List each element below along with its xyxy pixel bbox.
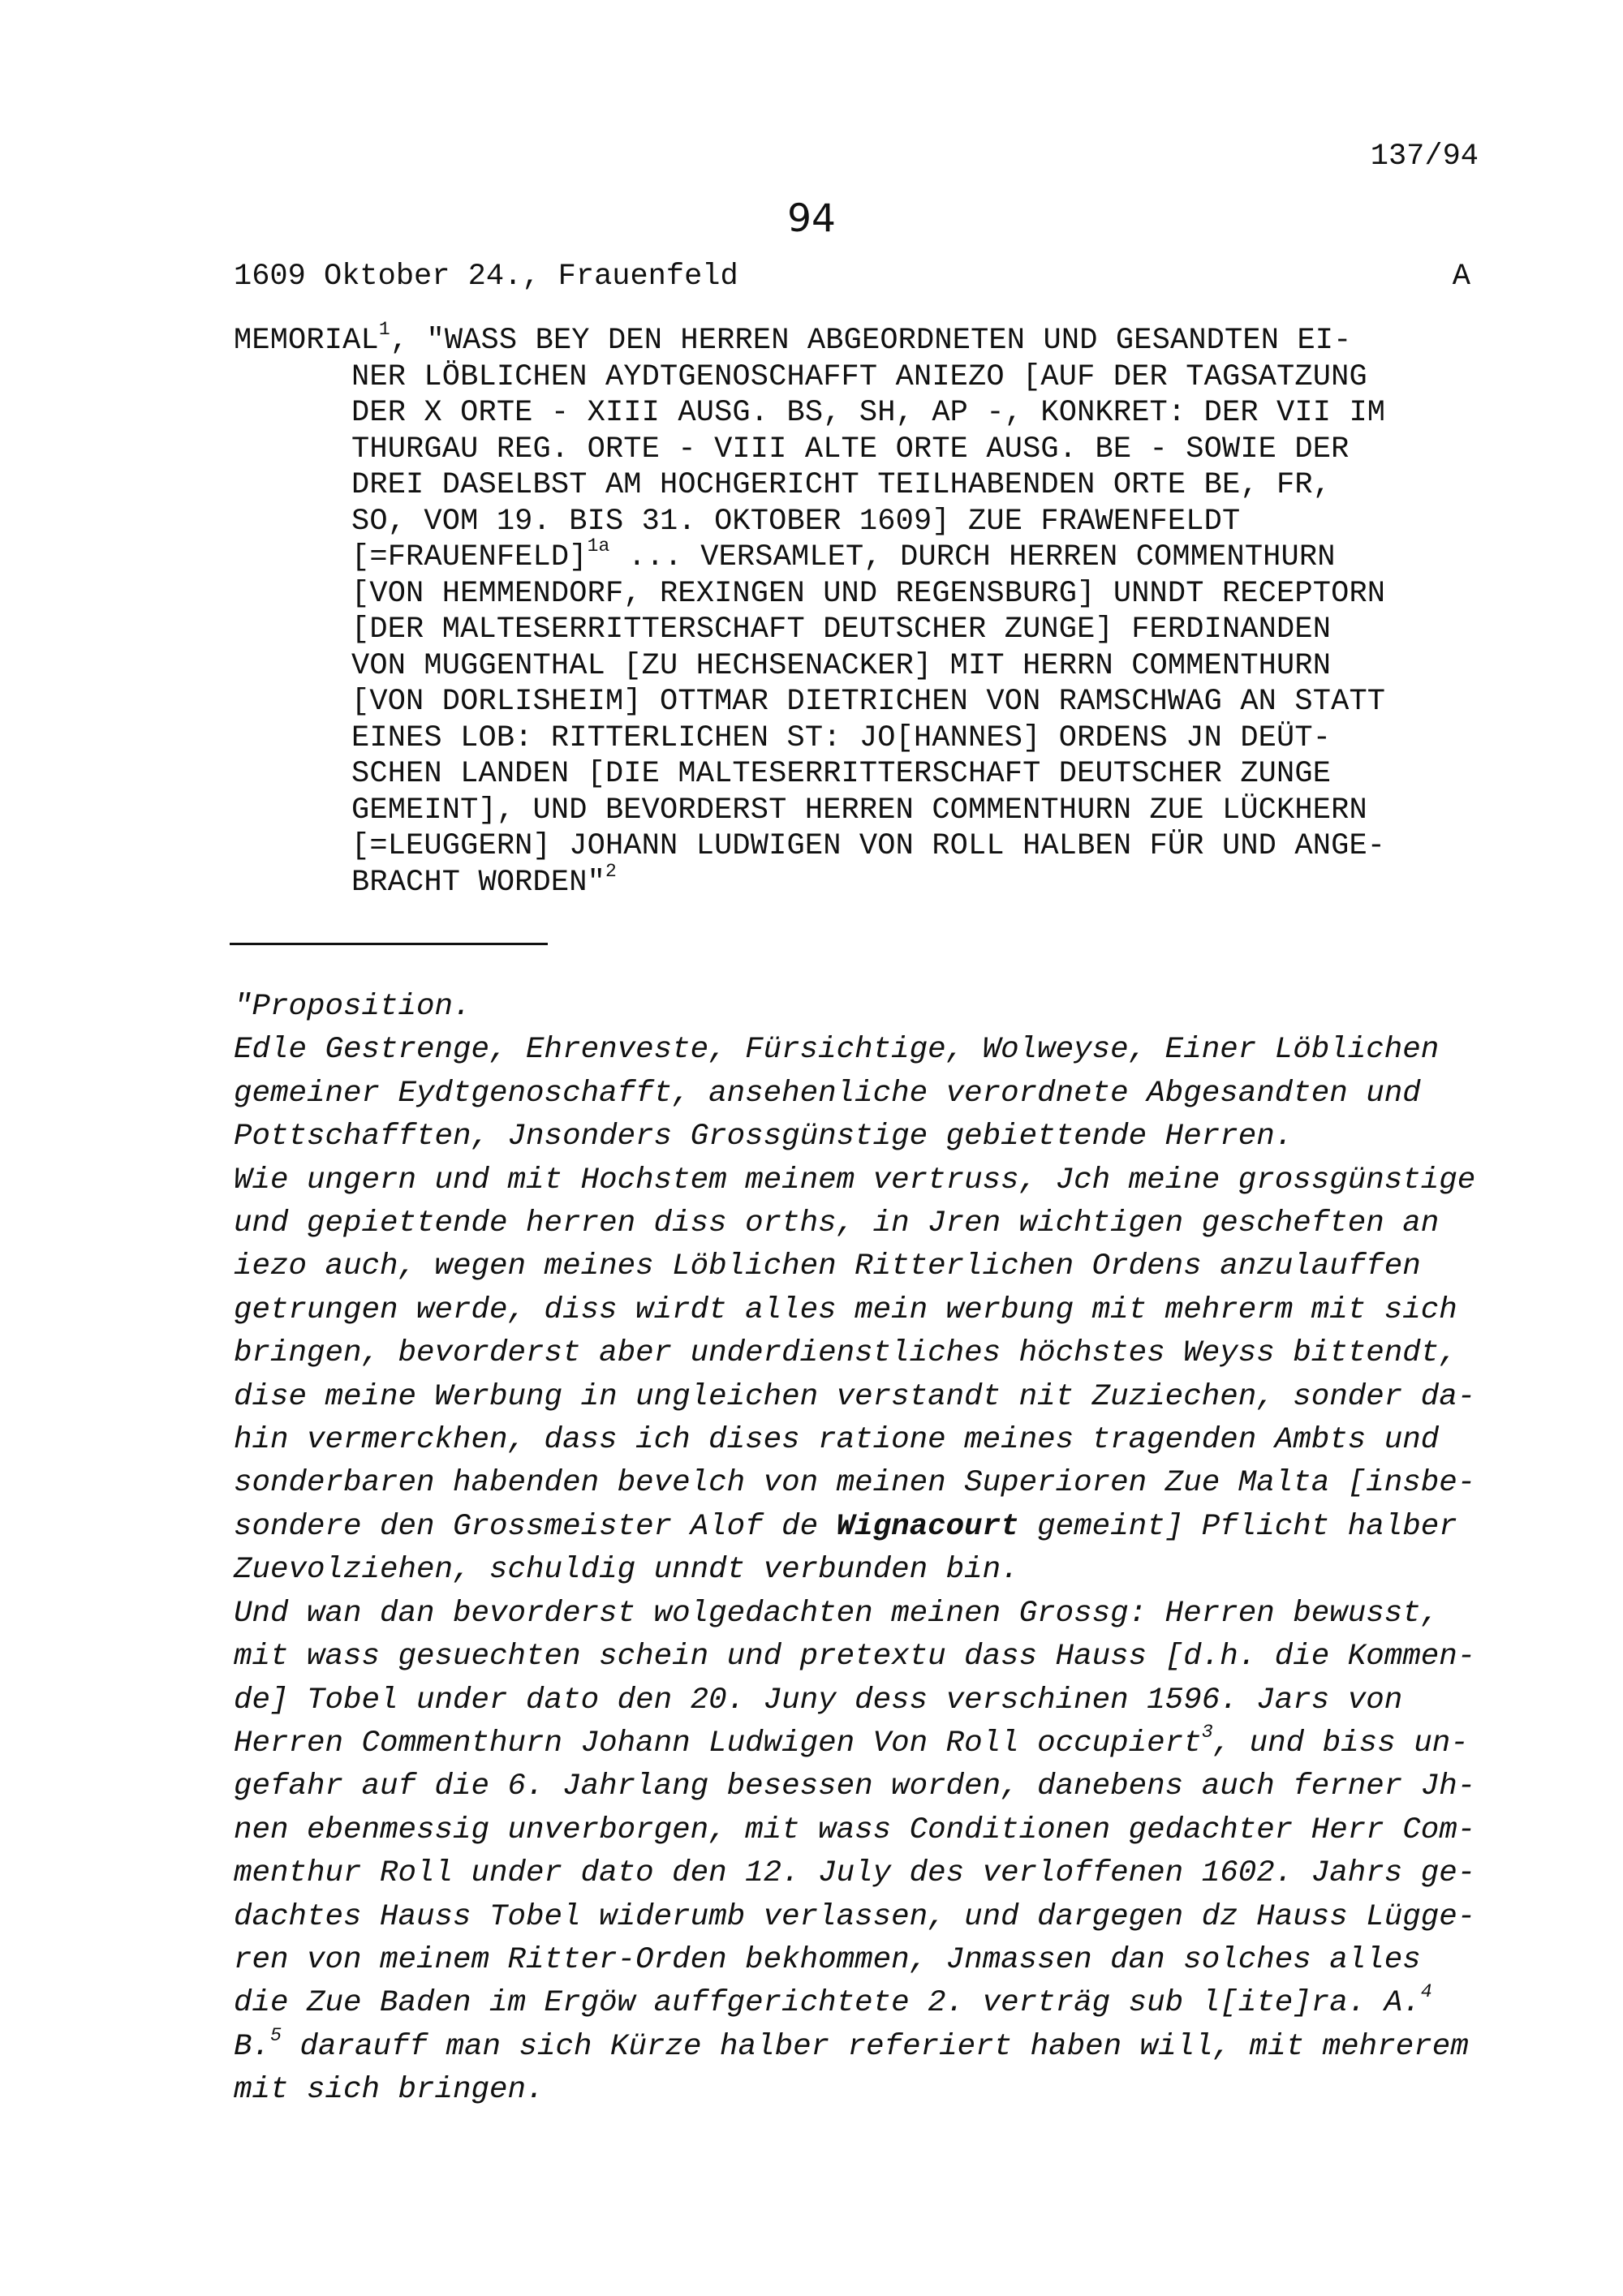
- line-text: gefahr auf die 6. Jahrlang besessen worden, danebens auch ferner Jh-: [234, 1769, 1476, 1804]
- text-line: [234, 1809, 1500, 1852]
- line-text: DREI DASELBST AM HOCHGERICHT TEILHABENDEN ORTE BE, FR,: [351, 468, 1332, 502]
- line-text: THURGAU REG. ORTE - VIII ALTE ORTE AUSG. BE - SOWIE DER: [351, 432, 1350, 467]
- document-variant: A: [1452, 260, 1470, 294]
- text-line: [234, 1896, 1500, 1939]
- heading-line: [234, 535, 1483, 576]
- emphasized-name: Wignacourt: [836, 1509, 1019, 1544]
- heading-line: [234, 720, 1483, 757]
- heading-line: [234, 860, 1483, 901]
- line-text: "Proposition.: [234, 990, 471, 1024]
- footnote-marker: 1a: [587, 535, 610, 557]
- line-text: de] Tobel under dato den 20. Juny dess verschinen 1596. Jars von: [234, 1683, 1403, 1718]
- line-text: [=FRAUENFELD]: [351, 540, 588, 574]
- heading-line: [234, 793, 1483, 829]
- line-text: mit wass gesuechten schein und pretextu dass Hauss [d.h. die Kommen-: [234, 1640, 1476, 1675]
- text-line: [234, 1636, 1500, 1679]
- text-line: [234, 1982, 1500, 2025]
- line-text: Pottschafften, Jnsonders Grossgünstige gebiettende Herren.: [234, 1120, 1294, 1154]
- line-text: hin vermerckhen, dass ich dises ratione meines tragenden Ambts und: [234, 1423, 1440, 1458]
- heading-line: [234, 648, 1483, 685]
- line-text: darauff man sich Kürze halber referiert haben will, mit mehrerem: [281, 2029, 1469, 2064]
- document-heading: [234, 319, 1483, 901]
- line-text: MEMORIAL: [234, 324, 379, 358]
- line-text: [DER MALTESERRITTERSCHAFT DEUTSCHER ZUNGE] FERDINANDEN: [351, 613, 1332, 647]
- line-text: Zuevolziehen, schuldig unndt verbunden bin.: [234, 1553, 1019, 1588]
- text-line: [234, 1073, 1500, 1116]
- heading-line: [234, 576, 1483, 613]
- heading-line: [234, 395, 1483, 432]
- text-line: [234, 1722, 1500, 1765]
- line-text: die Zue Baden im Ergöw auffgerichtete 2. verträg sub l[ite]ra. A.: [234, 1986, 1421, 2021]
- line-text: EINES LOB: RITTERLICHEN ST: JO[HANNES] ORDENS JN DEÜT-: [351, 720, 1332, 755]
- line-text: SCHEN LANDEN [DIE MALTESERRITTERSCHAFT DEUTSCHER ZUNGE: [351, 757, 1332, 791]
- heading-line: [234, 756, 1483, 793]
- line-text: dise meine Werbung in ungleichen verstandt nit Zuziechen, sonder da-: [234, 1379, 1476, 1414]
- line-text: sondere den Grossmeister Alof de: [234, 1509, 837, 1544]
- line-text: VON MUGGENTHAL [ZU HECHSENACKER] MIT HERRN COMMENTHURN: [351, 648, 1332, 683]
- line-text: SO, VOM 19. BIS 31. OKTOBER 1609] ZUE FRAWENFELDT: [351, 504, 1241, 539]
- footnote-marker: 3: [1201, 1721, 1213, 1743]
- heading-line: [234, 684, 1483, 720]
- line-text: sonderbaren habenden bevelch von meinen Superioren Zue Malta [insbe-: [234, 1466, 1476, 1501]
- text-line: [234, 1159, 1500, 1202]
- text-line: [234, 1332, 1500, 1375]
- footnote-marker: 1: [378, 319, 390, 341]
- line-text: Und wan dan bevorderst wolgedachten meinen Grossg: Herren bewusst,: [234, 1596, 1440, 1631]
- line-text: , "WASS BEY DEN HERREN ABGEORDNETEN UND GESANDTEN EI-: [390, 324, 1352, 358]
- line-text: dachtes Hauss Tobel widerumb verlassen, und dargegen dz Hauss Lügge-: [234, 1899, 1476, 1934]
- heading-line: [234, 359, 1483, 396]
- footnote-marker: 2: [605, 860, 617, 882]
- line-text: [VON DORLISHEIM] OTTMAR DIETRICHEN VON RAMSCHWAG AN STATT: [351, 685, 1386, 719]
- line-text: ... VERSAMLET, DURCH HERREN COMMENTHURN: [609, 540, 1336, 574]
- text-line: [234, 2069, 1500, 2112]
- footnote-marker: 5: [270, 2024, 282, 2046]
- line-text: getrungen werde, diss wirdt alles mein werbung mit mehrerm mit sich: [234, 1292, 1457, 1327]
- heading-line: [234, 612, 1483, 648]
- text-line: [234, 1419, 1500, 1462]
- text-line: [234, 986, 1500, 1029]
- line-text: Wie ungern und mit Hochstem meinem vertruss, Jch meine grossgünstige: [234, 1163, 1476, 1197]
- text-line: [234, 1852, 1500, 1895]
- text-line: [234, 1593, 1500, 1636]
- page-identifier: 137/94: [1370, 140, 1479, 174]
- text-line: [234, 1029, 1500, 1072]
- heading-line: [234, 319, 1483, 359]
- text-line: [234, 2026, 1500, 2069]
- text-line: [234, 1549, 1500, 1592]
- heading-line: [234, 467, 1483, 504]
- line-text: GEMEINT], UND BEVORDERST HERREN COMMENTHURN ZUE LÜCKHERN: [351, 793, 1367, 828]
- text-line: [234, 1116, 1500, 1159]
- text-line: [234, 1506, 1500, 1549]
- line-text: menthur Roll under dato den 12. July des verloffenen 1602. Jahrs ge-: [234, 1856, 1476, 1891]
- line-text: , und biss un-: [1212, 1726, 1469, 1761]
- page-number: 94: [787, 196, 836, 241]
- divider-rule: [230, 943, 548, 945]
- heading-line: [234, 828, 1483, 865]
- line-text: BRACHT WORDEN": [351, 865, 605, 900]
- line-text: gemeiner Eydtgenoschafft, ansehenliche verordnete Abgesandten und: [234, 1076, 1421, 1111]
- line-text: gemeint] Pflicht halber: [1018, 1509, 1457, 1544]
- line-text: [VON HEMMENDORF, REXINGEN UND REGENSBURG] UNNDT RECEPTORN: [351, 576, 1386, 611]
- text-line: [234, 1765, 1500, 1808]
- line-text: DER X ORTE - XIII AUSG. BS, SH, AP -, KONKRET: DER VII IM: [351, 396, 1386, 430]
- text-line: [234, 1939, 1500, 1982]
- line-text: Herren Commenthurn Johann Ludwigen Von Roll occupiert: [234, 1726, 1202, 1761]
- line-text: bringen, bevorderst aber underdienstliches höchstes Weyss bittendt,: [234, 1336, 1457, 1371]
- text-line: [234, 1289, 1500, 1332]
- line-text: NER LÖBLICHEN AYDTGENOSCHAFFT ANIEZO [AUF DER TAGSATZUNG: [351, 359, 1367, 394]
- line-text: ren von meinem Ritter-Orden bekhommen, Jnmassen dan solches alles: [234, 1942, 1421, 1977]
- proposition-text: [234, 986, 1500, 2113]
- line-text: Edle Gestrenge, Ehrenveste, Fürsichtige, Wolweyse, Einer Löblichen: [234, 1033, 1440, 1068]
- heading-line: [234, 504, 1483, 540]
- line-text: nen ebenmessig unverborgen, mit wass Conditionen gedachter Herr Com-: [234, 1812, 1476, 1847]
- line-text: und gepiettende herren diss orths, in Jren wichtigen gescheften an: [234, 1206, 1440, 1241]
- line-text: mit sich bringen.: [234, 2073, 545, 2108]
- text-line: [234, 1679, 1500, 1722]
- text-line: [234, 1245, 1500, 1288]
- line-text: [=LEUGGERN] JOHANN LUDWIGEN VON ROLL HALBEN FÜR UND ANGE-: [351, 829, 1386, 863]
- text-line: [234, 1376, 1500, 1419]
- document-date-place: 1609 Oktober 24., Frauenfeld: [234, 260, 738, 294]
- text-line: [234, 1462, 1500, 1505]
- line-text: B.: [234, 2029, 271, 2064]
- line-text: iezo auch, wegen meines Löblichen Ritterlichen Ordens anzulauffen: [234, 1249, 1421, 1284]
- text-line: [234, 1202, 1500, 1245]
- footnote-marker: 4: [1420, 1981, 1432, 2003]
- heading-line: [234, 432, 1483, 468]
